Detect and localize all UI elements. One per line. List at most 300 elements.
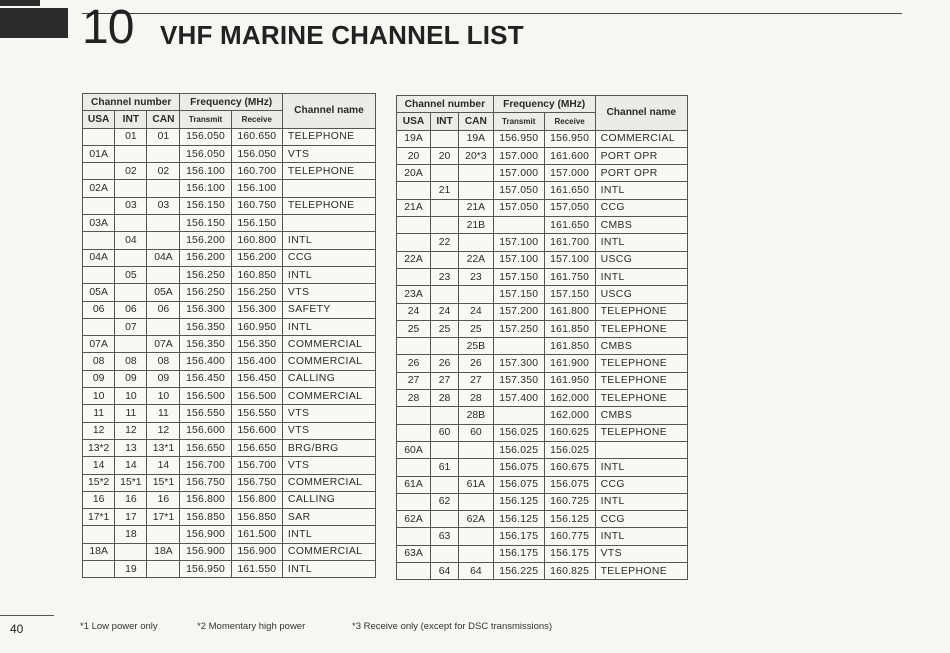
table-row — [397, 372, 688, 389]
table-row — [397, 545, 688, 562]
cell-transmit: 157.400 — [493, 390, 544, 407]
cell-receive: 161.650 — [544, 217, 595, 234]
cell-int — [431, 130, 459, 147]
cell-usa: 06 — [83, 301, 115, 318]
cell-receive: 161.600 — [544, 147, 595, 164]
header-frequency: Frequency (MHz) — [493, 96, 595, 113]
table-row — [397, 338, 688, 355]
cell-transmit: 157.150 — [493, 286, 544, 303]
table-row — [397, 407, 688, 424]
cell-transmit: 156.225 — [493, 563, 544, 580]
table-row — [397, 130, 688, 147]
cell-transmit — [493, 338, 544, 355]
cell-name: COMMERCIAL — [595, 130, 687, 147]
cell-can: 16 — [147, 491, 180, 508]
cell-usa: 28 — [397, 390, 431, 407]
cell-usa — [397, 407, 431, 424]
cell-can — [147, 318, 180, 335]
cell-name: TELEPHONE — [595, 320, 687, 337]
table-row — [397, 165, 688, 182]
cell-transmit: 156.175 — [493, 545, 544, 562]
cell-transmit: 157.000 — [493, 165, 544, 182]
cell-receive: 161.850 — [544, 338, 595, 355]
cell-receive: 161.900 — [544, 355, 595, 372]
cell-name: SAFETY — [282, 301, 375, 318]
table-row — [397, 320, 688, 337]
cell-name: TELEPHONE — [282, 128, 375, 145]
table-row — [397, 511, 688, 528]
cell-usa — [397, 424, 431, 441]
cell-can — [147, 232, 180, 249]
table-row — [83, 301, 376, 318]
cell-name: VTS — [595, 545, 687, 562]
cell-can: 25 — [459, 320, 494, 337]
cell-name: CCG — [595, 476, 687, 493]
cell-int: 12 — [115, 422, 147, 439]
cell-int — [115, 215, 147, 232]
cell-can: 18A — [147, 543, 180, 560]
header-receive: Receive — [231, 111, 282, 128]
cell-receive: 157.100 — [544, 251, 595, 268]
cell-receive: 156.025 — [544, 441, 595, 458]
cell-int: 26 — [431, 355, 459, 372]
cell-receive: 156.950 — [544, 130, 595, 147]
cell-receive: 161.650 — [544, 182, 595, 199]
cell-can: 24 — [459, 303, 494, 320]
chapter-number: 10 — [82, 1, 134, 54]
table-row — [83, 457, 376, 474]
cell-can — [147, 266, 180, 283]
table-row — [83, 215, 376, 232]
cell-can: 25B — [459, 338, 494, 355]
cell-usa: 23A — [397, 286, 431, 303]
cell-usa: 01A — [83, 145, 115, 162]
cell-receive: 160.950 — [231, 318, 282, 335]
cell-receive: 157.150 — [544, 286, 595, 303]
cell-can: 20*3 — [459, 147, 494, 164]
table-row — [83, 526, 376, 543]
table-row — [83, 145, 376, 162]
cell-can: 28 — [459, 390, 494, 407]
cell-name: BRG/BRG — [282, 439, 375, 456]
cell-int — [431, 545, 459, 562]
cell-can — [459, 545, 494, 562]
cell-name: VTS — [282, 145, 375, 162]
cell-transmit: 156.650 — [180, 439, 231, 456]
channel-table-left — [82, 93, 376, 578]
cell-receive: 160.775 — [544, 528, 595, 545]
cell-can: 28B — [459, 407, 494, 424]
cell-can: 62A — [459, 511, 494, 528]
cell-receive: 162.000 — [544, 407, 595, 424]
cell-receive: 156.400 — [231, 353, 282, 370]
cell-receive: 156.175 — [544, 545, 595, 562]
cell-int: 04 — [115, 232, 147, 249]
cell-can: 22A — [459, 251, 494, 268]
cell-can: 26 — [459, 355, 494, 372]
cell-can — [147, 180, 180, 197]
cell-usa — [397, 493, 431, 510]
cell-usa: 21A — [397, 199, 431, 216]
cell-int — [431, 338, 459, 355]
cell-name: CALLING — [282, 491, 375, 508]
cell-usa — [397, 234, 431, 251]
header-transmit: Transmit — [493, 113, 544, 130]
table-row — [83, 318, 376, 335]
cell-name: INTL — [282, 526, 375, 543]
cell-receive: 156.700 — [231, 457, 282, 474]
cell-usa — [397, 528, 431, 545]
cell-int: 11 — [115, 405, 147, 422]
cell-usa: 15*2 — [83, 474, 115, 491]
header-int: INT — [431, 113, 459, 130]
cell-transmit: 156.200 — [180, 232, 231, 249]
cell-usa: 25 — [397, 320, 431, 337]
header-channel-name: Channel name — [282, 94, 375, 129]
cell-transmit: 156.050 — [180, 145, 231, 162]
cell-transmit: 156.150 — [180, 197, 231, 214]
table-row — [83, 388, 376, 405]
cell-transmit: 156.025 — [493, 424, 544, 441]
cell-transmit: 156.175 — [493, 528, 544, 545]
chapter-title: VHF MARINE CHANNEL LIST — [160, 20, 524, 50]
cell-usa: 17*1 — [83, 509, 115, 526]
cell-int — [431, 251, 459, 268]
cell-name: TELEPHONE — [595, 372, 687, 389]
cell-receive: 160.800 — [231, 232, 282, 249]
header-can: CAN — [459, 113, 494, 130]
cell-can: 11 — [147, 405, 180, 422]
table-row — [83, 561, 376, 578]
cell-name: INTL — [282, 266, 375, 283]
cell-can — [459, 286, 494, 303]
cell-can — [459, 182, 494, 199]
cell-name: COMMERCIAL — [282, 474, 375, 491]
header-channel-name: Channel name — [595, 96, 687, 131]
cell-name: INTL — [595, 459, 687, 476]
cell-can: 21B — [459, 217, 494, 234]
cell-usa: 02A — [83, 180, 115, 197]
cell-receive: 156.075 — [544, 476, 595, 493]
cell-usa — [83, 318, 115, 335]
cell-receive: 160.650 — [231, 128, 282, 145]
cell-usa — [83, 163, 115, 180]
table-row — [83, 509, 376, 526]
cell-receive: 160.850 — [231, 266, 282, 283]
cell-can: 02 — [147, 163, 180, 180]
cell-usa: 19A — [397, 130, 431, 147]
cell-name: CCG — [595, 199, 687, 216]
cell-int: 27 — [431, 372, 459, 389]
cell-usa — [397, 338, 431, 355]
cell-int: 03 — [115, 197, 147, 214]
cell-usa — [83, 526, 115, 543]
cell-receive: 161.500 — [231, 526, 282, 543]
cell-can: 23 — [459, 268, 494, 285]
table-row — [83, 128, 376, 145]
cell-usa — [83, 561, 115, 578]
table-row — [397, 476, 688, 493]
cell-int — [115, 284, 147, 301]
table-row — [83, 543, 376, 560]
cell-int — [115, 336, 147, 353]
cell-usa: 11 — [83, 405, 115, 422]
cell-int — [431, 476, 459, 493]
cell-name: TELEPHONE — [595, 390, 687, 407]
cell-can — [147, 526, 180, 543]
cell-can: 07A — [147, 336, 180, 353]
cell-can — [147, 561, 180, 578]
cell-usa: 07A — [83, 336, 115, 353]
cell-int: 16 — [115, 491, 147, 508]
cell-can: 21A — [459, 199, 494, 216]
cell-int: 10 — [115, 388, 147, 405]
cell-name: INTL — [595, 528, 687, 545]
cell-receive: 156.500 — [231, 388, 282, 405]
cell-transmit: 156.900 — [180, 543, 231, 560]
cell-can — [147, 145, 180, 162]
cell-transmit: 157.300 — [493, 355, 544, 372]
cell-usa: 62A — [397, 511, 431, 528]
cell-name — [282, 215, 375, 232]
cell-int: 06 — [115, 301, 147, 318]
cell-int — [431, 165, 459, 182]
cell-name: INTL — [282, 561, 375, 578]
cell-transmit: 156.800 — [180, 491, 231, 508]
cell-receive: 156.450 — [231, 370, 282, 387]
cell-usa — [397, 563, 431, 580]
cell-name: COMMERCIAL — [282, 543, 375, 560]
cell-receive: 160.675 — [544, 459, 595, 476]
cell-can: 12 — [147, 422, 180, 439]
cell-transmit: 156.950 — [493, 130, 544, 147]
cell-name: CMBS — [595, 217, 687, 234]
cell-transmit: 156.250 — [180, 284, 231, 301]
cell-can — [459, 493, 494, 510]
cell-name: CMBS — [595, 338, 687, 355]
cell-usa — [397, 268, 431, 285]
cell-transmit: 156.200 — [180, 249, 231, 266]
table-row — [397, 268, 688, 285]
cell-transmit: 156.125 — [493, 511, 544, 528]
cell-transmit: 156.550 — [180, 405, 231, 422]
cell-can: 03 — [147, 197, 180, 214]
cell-receive: 156.250 — [231, 284, 282, 301]
cell-transmit: 156.500 — [180, 388, 231, 405]
cell-transmit — [493, 407, 544, 424]
page-number-rule — [0, 615, 54, 616]
cell-int — [431, 217, 459, 234]
header-channel-number: Channel number — [397, 96, 494, 113]
cell-transmit: 156.075 — [493, 476, 544, 493]
cell-name: COMMERCIAL — [282, 388, 375, 405]
cell-receive: 160.825 — [544, 563, 595, 580]
cell-usa: 22A — [397, 251, 431, 268]
cell-usa — [83, 232, 115, 249]
table-row — [397, 355, 688, 372]
cell-int: 20 — [431, 147, 459, 164]
cell-usa: 10 — [83, 388, 115, 405]
cell-int: 28 — [431, 390, 459, 407]
cell-name: USCG — [595, 286, 687, 303]
cell-name: TELEPHONE — [595, 303, 687, 320]
cell-name: CALLING — [282, 370, 375, 387]
cell-receive: 156.550 — [231, 405, 282, 422]
header-rule — [82, 13, 902, 14]
table-row — [397, 217, 688, 234]
cell-usa: 27 — [397, 372, 431, 389]
cell-usa: 18A — [83, 543, 115, 560]
channel-table-right — [396, 95, 688, 580]
cell-can: 13*1 — [147, 439, 180, 456]
cell-usa — [397, 459, 431, 476]
footnote-low-power: *1 Low power only — [80, 621, 158, 632]
table-row — [83, 266, 376, 283]
cell-transmit: 156.125 — [493, 493, 544, 510]
cell-transmit: 156.050 — [180, 128, 231, 145]
cell-usa: 03A — [83, 215, 115, 232]
cell-usa: 05A — [83, 284, 115, 301]
cell-name: VTS — [282, 422, 375, 439]
cell-can — [459, 441, 494, 458]
cell-usa: 63A — [397, 545, 431, 562]
cell-name: PORT OPR — [595, 165, 687, 182]
table-row — [83, 232, 376, 249]
cell-usa — [397, 182, 431, 199]
cell-transmit: 156.300 — [180, 301, 231, 318]
table-row — [397, 286, 688, 303]
cell-name: TELEPHONE — [595, 355, 687, 372]
cell-can: 05A — [147, 284, 180, 301]
cell-int — [115, 180, 147, 197]
cell-can: 60 — [459, 424, 494, 441]
table-row — [83, 474, 376, 491]
cell-name: TELEPHONE — [282, 197, 375, 214]
cell-transmit: 156.850 — [180, 509, 231, 526]
cell-receive: 161.800 — [544, 303, 595, 320]
page-number: 40 — [10, 622, 24, 636]
table-row — [397, 251, 688, 268]
cell-receive: 162.000 — [544, 390, 595, 407]
cell-can: 61A — [459, 476, 494, 493]
cell-transmit: 156.400 — [180, 353, 231, 370]
cell-transmit: 156.075 — [493, 459, 544, 476]
cell-transmit: 156.350 — [180, 318, 231, 335]
cell-usa: 24 — [397, 303, 431, 320]
cell-transmit: 156.025 — [493, 441, 544, 458]
cell-int: 21 — [431, 182, 459, 199]
cell-can: 06 — [147, 301, 180, 318]
cell-int — [431, 407, 459, 424]
header-usa: USA — [397, 113, 431, 130]
cell-name: VTS — [282, 284, 375, 301]
cell-int: 61 — [431, 459, 459, 476]
cell-int — [431, 511, 459, 528]
cell-usa: 20 — [397, 147, 431, 164]
cell-int: 18 — [115, 526, 147, 543]
cell-can — [147, 215, 180, 232]
cell-can: 08 — [147, 353, 180, 370]
cell-transmit: 157.100 — [493, 251, 544, 268]
cell-int: 25 — [431, 320, 459, 337]
cell-usa: 16 — [83, 491, 115, 508]
cell-int: 17 — [115, 509, 147, 526]
cell-receive: 156.750 — [231, 474, 282, 491]
cell-can: 19A — [459, 130, 494, 147]
cell-receive: 156.300 — [231, 301, 282, 318]
cell-receive: 156.150 — [231, 215, 282, 232]
cell-int: 02 — [115, 163, 147, 180]
cell-transmit: 157.250 — [493, 320, 544, 337]
table-row — [83, 353, 376, 370]
header-receive: Receive — [544, 113, 595, 130]
cell-int: 07 — [115, 318, 147, 335]
cell-name — [595, 441, 687, 458]
cell-name: TELEPHONE — [282, 163, 375, 180]
cell-name — [282, 180, 375, 197]
cell-transmit: 156.450 — [180, 370, 231, 387]
cell-receive: 156.125 — [544, 511, 595, 528]
cell-int: 60 — [431, 424, 459, 441]
table-row — [397, 528, 688, 545]
cell-usa — [397, 217, 431, 234]
header-transmit: Transmit — [180, 111, 231, 128]
cell-receive: 156.200 — [231, 249, 282, 266]
cell-int: 14 — [115, 457, 147, 474]
table-row — [83, 422, 376, 439]
cell-receive: 156.850 — [231, 509, 282, 526]
cell-can — [459, 528, 494, 545]
cell-int: 05 — [115, 266, 147, 283]
cell-usa: 09 — [83, 370, 115, 387]
cell-int: 15*1 — [115, 474, 147, 491]
table-row — [397, 199, 688, 216]
chapter-tab-top — [0, 0, 40, 6]
cell-int — [115, 249, 147, 266]
cell-int: 19 — [115, 561, 147, 578]
cell-receive: 156.900 — [231, 543, 282, 560]
cell-receive: 160.625 — [544, 424, 595, 441]
cell-int — [431, 441, 459, 458]
cell-name: USCG — [595, 251, 687, 268]
cell-can: 17*1 — [147, 509, 180, 526]
cell-receive: 157.000 — [544, 165, 595, 182]
cell-can: 64 — [459, 563, 494, 580]
table-row — [397, 234, 688, 251]
cell-transmit: 157.200 — [493, 303, 544, 320]
cell-name: SAR — [282, 509, 375, 526]
table-row — [397, 563, 688, 580]
cell-receive: 161.700 — [544, 234, 595, 251]
cell-usa: 12 — [83, 422, 115, 439]
cell-int: 08 — [115, 353, 147, 370]
cell-name: COMMERCIAL — [282, 336, 375, 353]
cell-transmit: 157.350 — [493, 372, 544, 389]
cell-usa — [83, 266, 115, 283]
cell-usa — [83, 128, 115, 145]
table-row — [397, 493, 688, 510]
cell-usa — [83, 197, 115, 214]
footnote-momentary-high-power: *2 Momentary high power — [197, 621, 306, 632]
cell-transmit: 156.900 — [180, 526, 231, 543]
cell-name: CMBS — [595, 407, 687, 424]
cell-name: INTL — [282, 318, 375, 335]
table-row — [83, 491, 376, 508]
cell-transmit: 156.150 — [180, 215, 231, 232]
cell-can — [459, 165, 494, 182]
cell-receive: 161.850 — [544, 320, 595, 337]
cell-can: 15*1 — [147, 474, 180, 491]
